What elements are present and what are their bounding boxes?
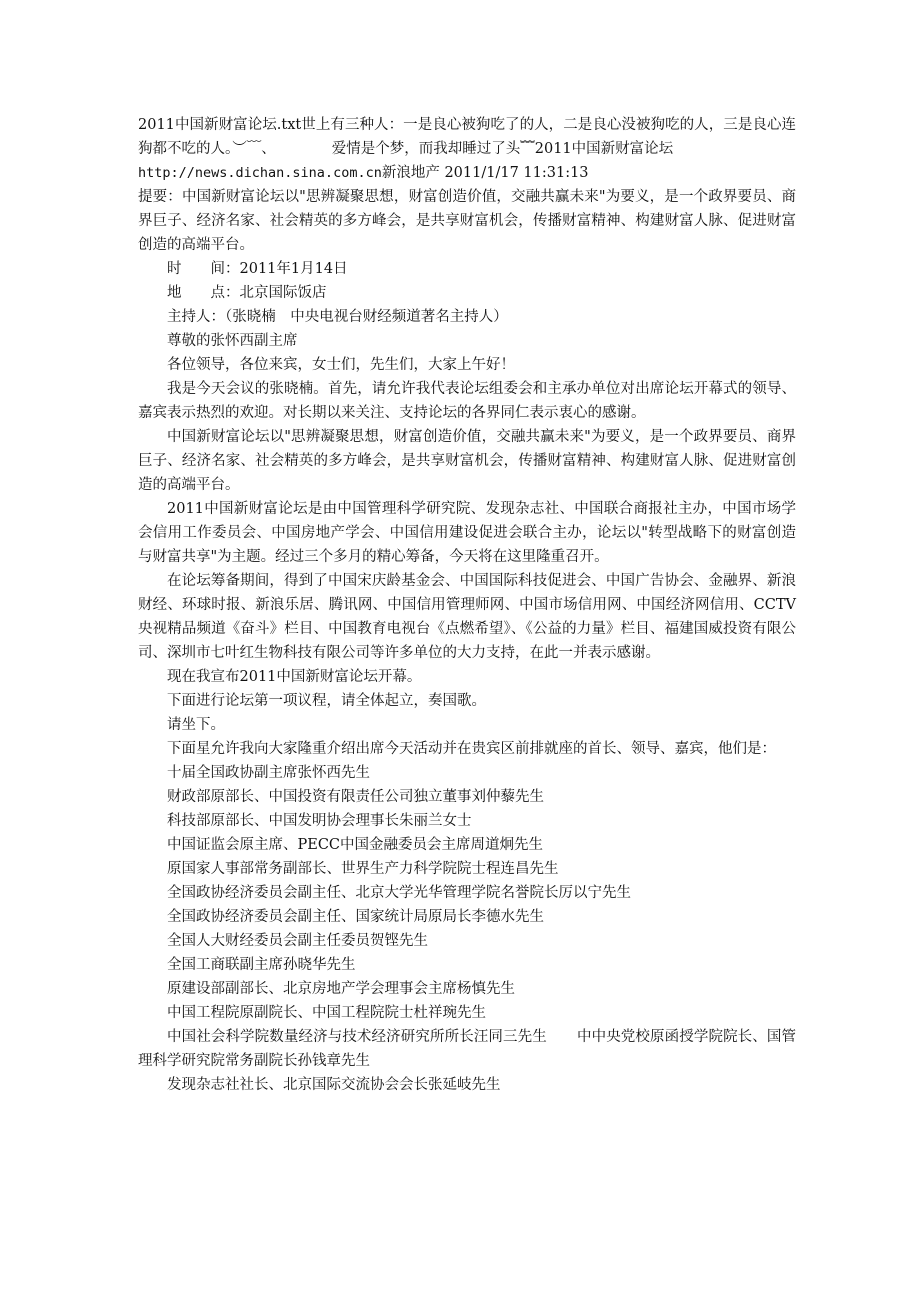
meta-host: 主持人：（张晓楠 中央电视台财经频道著名主持人） (167, 309, 508, 325)
body-paragraph: 下面进行论坛第一项议程，请全体起立，奏国歌。 (167, 693, 486, 709)
salutation: 尊敬的张怀西副主席 (167, 333, 298, 349)
source-line (138, 161, 796, 185)
title-text-a: 2011中国新财富论坛.txt世上有三种人：一是良心被狗吃了的人，二是良心没被狗吃的人，三是良心连狗都不吃的人。︶﹋、 (138, 117, 796, 157)
source-meta: 新浪地产 2011/1/17 11:31:13 (381, 165, 589, 181)
guest-line: 全国人大财经委员会副主任委员贺铿先生 (167, 933, 428, 949)
guest-line-combined (138, 1025, 796, 1073)
title-text-b: 爱情是个梦，而我却睡过了头﹌2011中国新财富论坛 (331, 141, 674, 157)
meta-time: 时 间：2011年1月14日 (167, 261, 348, 277)
guest-line: 原建设部副部长、北京房地产学会理事会主席杨慎先生 (167, 981, 515, 997)
body-paragraph: 2011中国新财富论坛是由中国管理科学研究院、发现杂志社、中国联合商报社主办，中国市场学会信用工作委员会、中国房地产学会、中国信用建设促进会联合主办，论坛以"转型战略下的财富创造与财富共享"为主题。经过三个多月的精心筹备，今天将在这里隆重召开。 (138, 501, 796, 565)
guest-text-b: 中中央党校原函授学院院长、国管理科学研究院常务副院长孙钱章先生 (138, 1029, 797, 1069)
guest-line: 全国政协经济委员会副主任、北京大学光华管理学院名誉院长厉以宁先生 (167, 885, 631, 901)
document-page (138, 113, 796, 1097)
guest-line: 发现杂志社社长、北京国际交流协会会长张延岐先生 (167, 1077, 501, 1093)
guest-line: 中国证监会原主席、PECC中国金融委员会主席周道炯先生 (167, 837, 544, 853)
meta-place: 地 点：北京国际饭店 (167, 285, 327, 301)
body-paragraph: 请坐下。 (167, 717, 225, 733)
guest-text-a: 中国社会科学院数量经济与技术经济研究所所长汪同三先生 (167, 1029, 547, 1045)
summary-paragraph: 提要：中国新财富论坛以"思辨凝聚思想，财富创造价值，交融共赢未来"为要义，是一个政界要员、商界巨子、经济名家、社会精英的多方峰会，是共享财富机会，传播财富精神、构建财富人脉、促进财富创造的高端平台。 (138, 189, 796, 253)
guest-line: 全国工商联副主席孙晓华先生 (167, 957, 356, 973)
body-paragraph: 下面星允许我向大家隆重介绍出席今天活动并在贵宾区前排就座的首长、领导、嘉宾，他们是： (167, 741, 776, 757)
guest-line: 财政部原部长、中国投资有限责任公司独立董事刘仲藜先生 (167, 789, 544, 805)
guest-line: 中国工程院原副院长、中国工程院院士杜祥琬先生 (167, 1005, 486, 1021)
body-paragraph: 在论坛筹备期间，得到了中国宋庆龄基金会、中国国际科技促进会、中国广告协会、金融界、新浪财经、环球时报、新浪乐居、腾讯网、中国信用管理师网、中国市场信用网、中国经济网信用、CCTV央视精品频道《奋斗》栏目、中国教育电视台《点燃希望》、《公益的力量》栏目、福建国威投资有限公司、深圳市七叶红生物科技有限公司等许多单位的大力支持，在此一并表示感谢。 (138, 573, 796, 661)
source-url[interactable]: http://news.dichan.sina.com.cn (138, 165, 382, 181)
title-line (138, 113, 796, 161)
body-paragraph: 我是今天会议的张晓楠。首先，请允许我代表论坛组委会和主承办单位对出席论坛开幕式的领导、嘉宾表示热烈的欢迎。对长期以来关注、支持论坛的各界同仁表示衷心的感谢。 (138, 381, 796, 421)
body-paragraph: 现在我宣布2011中国新财富论坛开幕。 (167, 669, 422, 685)
guest-line: 原国家人事部常务副部长、世界生产力科学院院士程连昌先生 (167, 861, 559, 877)
guest-line: 十届全国政协副主席张怀西先生 (167, 765, 370, 781)
guest-line: 全国政协经济委员会副主任、国家统计局原局长李德水先生 (167, 909, 544, 925)
body-paragraph: 中国新财富论坛以"思辨凝聚思想，财富创造价值，交融共赢未来"为要义，是一个政界要员、商界巨子、经济名家、社会精英的多方峰会，是共享财富机会，传播财富精神、构建财富人脉、促进财富创造的高端平台。 (138, 429, 796, 493)
guest-line: 科技部原部长、中国发明协会理事长朱丽兰女士 (167, 813, 472, 829)
greeting: 各位领导，各位来宾，女士们，先生们，大家上午好！ (167, 357, 515, 373)
